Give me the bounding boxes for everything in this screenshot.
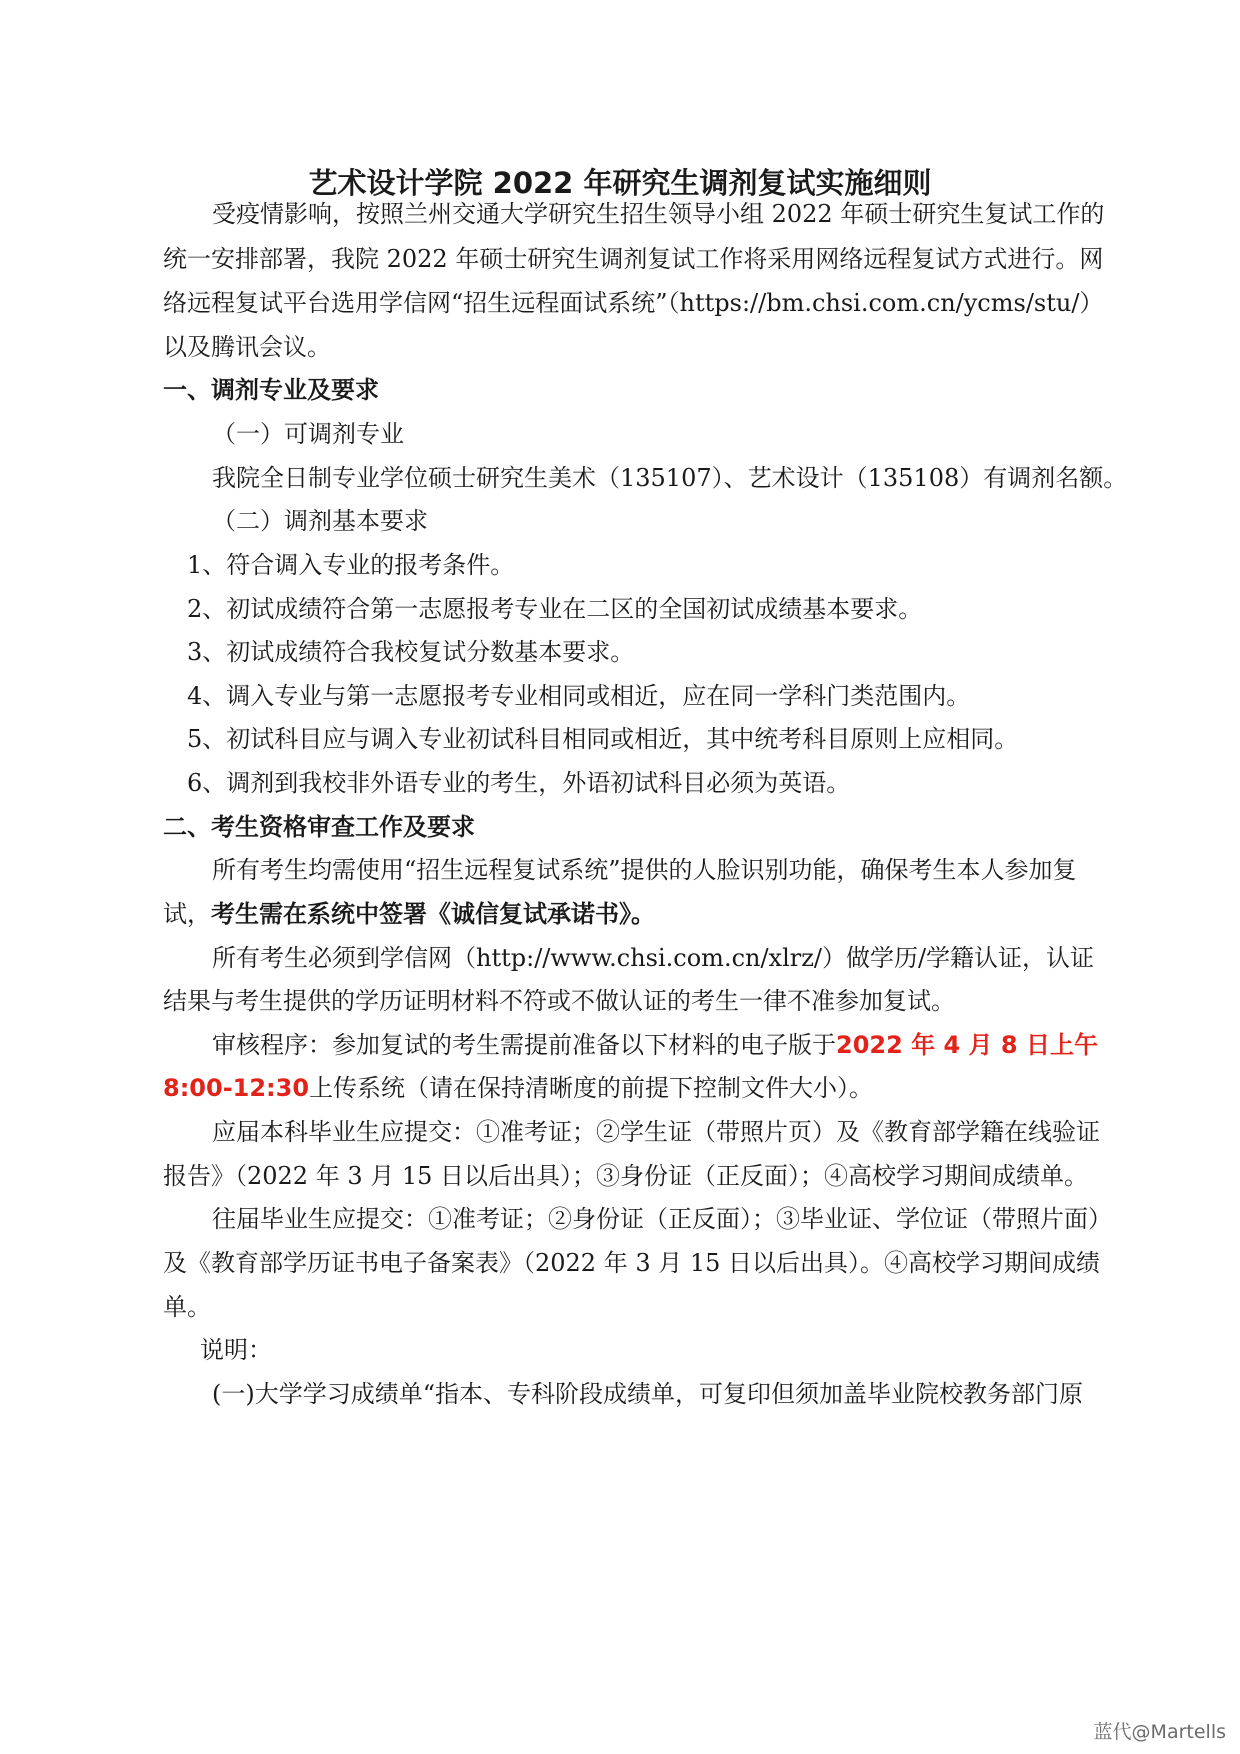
para-face-recognition-line-1: 所有考生均需使用“招生远程复试系统”提供的人脸识别功能，确保考生本人参加复 [212,856,1077,884]
para-text: 试， [163,900,211,928]
section-2-heading: 二、考生资格审查工作及要求 [163,813,475,841]
para-past-grad-line-3: 单。 [163,1293,211,1321]
para-fresh-grad-line-2: 报告》（2022 年 3 月 15 日以后出具）；③身份证（正反面）；④高校学习期间成绩单。 [163,1162,1089,1190]
requirement-item: 3、初试成绩符合我校复试分数基本要求。 [187,638,635,666]
para-past-grad-line-1: 往届毕业生应提交：①准考证；②身份证（正反面）；③毕业证、学位证（带照片面） [212,1205,1112,1233]
para-text: 审核程序：参加复试的考生需提前准备以下材料的电子版于 [212,1031,836,1059]
requirement-item: 2、初试成绩符合第一志愿报考专业在二区的全国初试成绩基本要求。 [187,595,923,623]
intro-line-4: 以及腾讯会议。 [163,333,331,361]
intro-line-3: 络远程复试平台选用学信网“招生远程面试系统”（https://bm.chsi.com.cn/ycms/stu/） [163,289,1104,317]
deadline-date: 2022 年 4 月 8 日上午 [836,1031,1098,1059]
note-label: 说明： [200,1336,272,1364]
requirement-item: 4、调入专业与第一志愿报考专业相同或相近，应在同一学科门类范围内。 [187,682,971,710]
intro-line-1: 受疫情影响，按照兰州交通大学研究生招生领导小组 2022 年硕士研究生复试工作的 [212,200,1105,228]
para-past-grad-line-2: 及《教育部学历证书电子备案表》（2022 年 3 月 15 日以后出具）。④高校学习期间成绩 [163,1249,1101,1277]
requirement-item: 6、调剂到我校非外语专业的考生，外语初试科目必须为英语。 [187,769,851,797]
para-face-recognition-line-2 [163,898,1133,930]
para-review-line-2 [163,1072,1133,1104]
subsection-2-heading: （二）调剂基本要求 [212,507,428,535]
subsection-1-text: 我院全日制专业学位硕士研究生美术（135107）、艺术设计（135108）有调剂名额。 [212,464,1128,492]
section-1-heading: 一、调剂专业及要求 [163,376,379,404]
integrity-pledge-note: 考生需在系统中签署《诚信复试承诺书》。 [211,900,655,928]
requirement-item: 1、符合调入专业的报考条件。 [187,551,515,579]
page-title: 艺术设计学院 2022 年研究生调剂复试实施细则 [308,166,932,200]
para-verification-line-2: 结果与考生提供的学历证明材料不符或不做认证的考生一律不准参加复试。 [163,987,955,1015]
watermark: 蓝代@Martells [1093,1721,1226,1743]
subsection-1-heading: （一）可调剂专业 [212,420,404,448]
intro-line-2: 统一安排部署，我院 2022 年硕士研究生调剂复试工作将采用网络远程复试方式进行。网 [163,245,1104,273]
requirement-item: 5、初试科目应与调入专业初试科目相同或相近，其中统考科目原则上应相同。 [187,725,1019,753]
para-fresh-grad-line-1: 应届本科毕业生应提交：①准考证；②学生证（带照片页）及《教育部学籍在线验证 [212,1118,1100,1146]
para-text: 上传系统（请在保持清晰度的前提下控制文件大小）。 [309,1074,874,1102]
para-verification-line-1: 所有考生必须到学信网（http://www.chsi.com.cn/xlrz/）做学历/学籍认证，认证 [212,944,1095,972]
note-item-1: (一)大学学习成绩单“指本、专科阶段成绩单，可复印但须加盖毕业院校教务部门原 [212,1380,1083,1408]
para-review-line-1 [212,1029,1182,1061]
deadline-time: 8:00-12:30 [163,1074,310,1102]
